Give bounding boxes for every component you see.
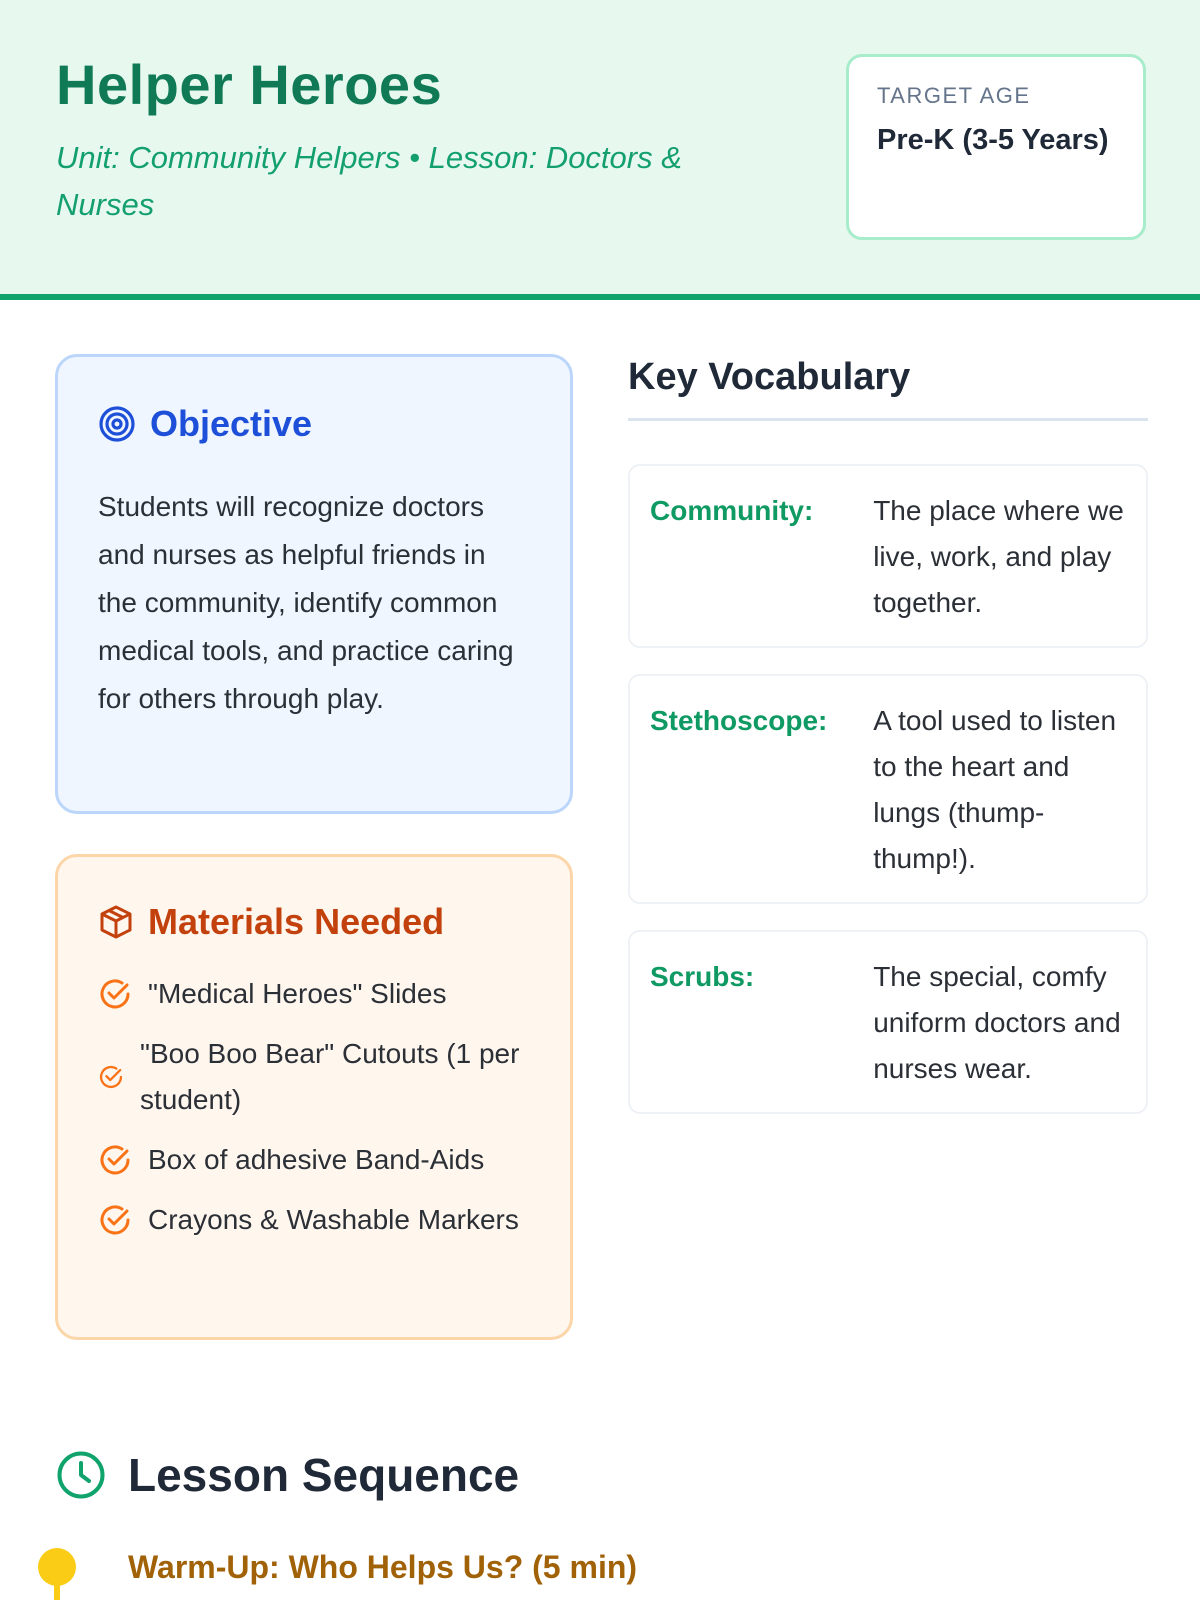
material-label: Box of adhesive Band-Aids <box>148 1144 485 1175</box>
target-age-box <box>846 54 1146 240</box>
check-circle-icon <box>98 1203 132 1237</box>
vocabulary-heading: Key Vocabulary <box>628 356 911 398</box>
vocab-card <box>628 674 1148 904</box>
materials-list <box>98 971 530 1243</box>
target-age-label: TARGET AGE <box>877 83 1031 108</box>
vocab-card <box>628 930 1148 1114</box>
list-item <box>98 971 530 1017</box>
sequence-heading: Lesson Sequence <box>128 1449 520 1501</box>
materials-card <box>55 854 573 1340</box>
list-item <box>98 1197 530 1243</box>
page-subtitle: Unit: Community Helpers • Lesson: Doctors & Nurses <box>56 140 682 222</box>
sequence-heading-row <box>56 1448 519 1502</box>
list-item <box>98 1137 530 1183</box>
list-item <box>98 1031 530 1123</box>
vocab-term: Scrubs: <box>650 961 755 992</box>
timeline-line <box>54 1580 60 1600</box>
check-circle-icon <box>98 1143 132 1177</box>
check-circle-icon <box>98 977 132 1011</box>
check-circle-icon <box>98 1064 124 1090</box>
materials-heading-row <box>98 901 530 943</box>
objective-card <box>55 354 573 814</box>
material-label: "Medical Heroes" Slides <box>148 978 447 1009</box>
materials-heading: Materials Needed <box>148 901 445 942</box>
objective-heading: Objective <box>150 403 313 444</box>
sequence-step-title: Warm-Up: Who Helps Us? (5 min) <box>128 1549 638 1585</box>
package-icon <box>98 904 134 940</box>
material-label: "Boo Boo Bear" Cutouts (1 per student) <box>140 1038 520 1115</box>
objective-text: Students will recognize doctors and nurses as helpful friends in the community, identify common medical tools, and practice caring for others through play. <box>98 491 514 714</box>
material-label: Crayons & Washable Markers <box>148 1204 519 1235</box>
vocab-definition: A tool used to listen to the heart and lungs (thump-thump!). <box>873 705 1117 874</box>
vocabulary-divider <box>628 418 1148 421</box>
target-age-value: Pre-K (3-5 Years) <box>877 124 1109 156</box>
target-icon <box>98 405 136 443</box>
vocab-term: Stethoscope: <box>650 705 828 736</box>
lesson-header <box>0 0 1200 300</box>
vocab-card <box>628 464 1148 648</box>
page-title: Helper Heroes <box>56 53 443 116</box>
vocab-term: Community: <box>650 495 814 526</box>
vocab-definition: The place where we live, work, and play together. <box>873 495 1124 618</box>
vocab-definition: The special, comfy uniform doctors and nurses wear. <box>873 961 1121 1084</box>
clock-icon <box>56 1450 106 1500</box>
objective-heading-row <box>98 403 530 445</box>
